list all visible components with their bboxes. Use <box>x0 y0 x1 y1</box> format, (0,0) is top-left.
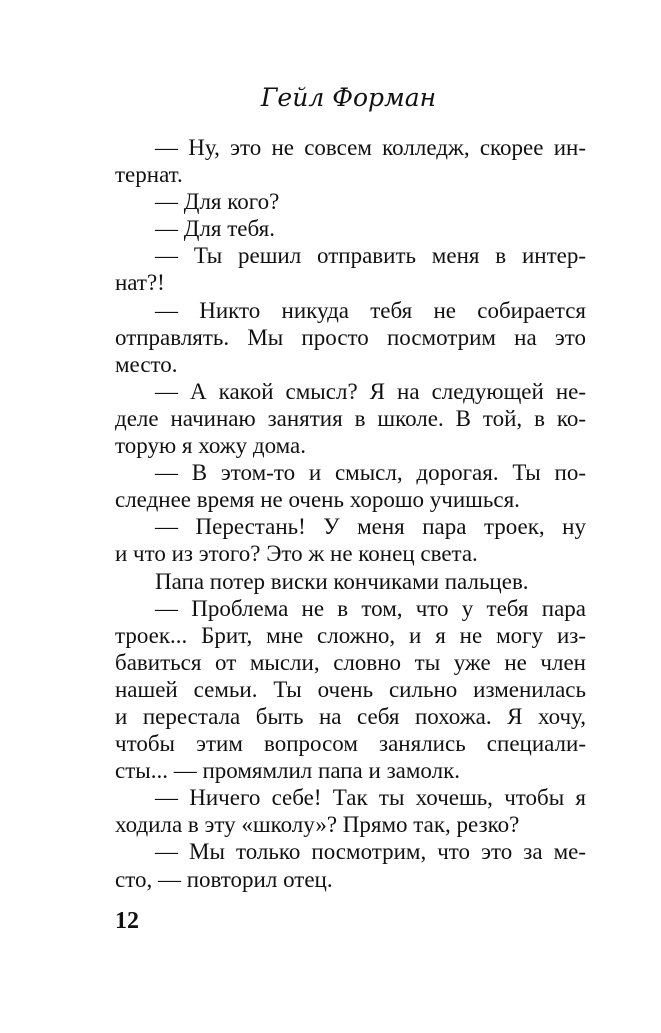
text-line: — Мы только посмотрим, что это за ме- <box>155 839 586 865</box>
text-line: торую я хожу дома. <box>115 433 307 459</box>
running-header <box>0 82 661 114</box>
text-line: троек... Брит, мне сложно, и я не могу из- <box>115 622 586 648</box>
text-line: — Для кого? <box>155 189 280 215</box>
text-line: Папа потер виски кончиками пальцев. <box>155 568 529 594</box>
author-name: Гейл Форман <box>260 83 437 112</box>
text-line: — Перестань! У меня пара троек, ну <box>155 514 586 540</box>
text-line: тернат. <box>115 162 183 188</box>
text-line: — Ты решил отправить меня в интер- <box>155 243 586 269</box>
text-line: — В этом-то и смысл, дорогая. Ты по- <box>155 460 586 486</box>
text-line: ходила в эту «школу»? Прямо так, резко? <box>115 812 520 838</box>
text-line: место. <box>115 351 178 377</box>
text-line: нат?! <box>115 270 165 296</box>
text-line: — А какой смысл? Я на следующей не- <box>155 378 586 404</box>
text-line: и перестала быть на себя похожа. Я хочу, <box>115 703 586 729</box>
text-line: следнее время не очень хорошо учишься. <box>115 487 520 513</box>
text-line: деле начинаю занятия в школе. В той, в ко- <box>115 405 586 431</box>
text-line: сто, — повторил отец. <box>115 866 333 892</box>
text-line: бавиться от мысли, словно ты уже не член <box>115 649 586 675</box>
text-line: нашей семьи. Ты очень сильно изменилась <box>115 676 586 702</box>
text-line: — Ну, это не совсем колледж, скорее ин- <box>155 135 586 160</box>
body-text <box>115 134 586 893</box>
text-line: — Никто никуда тебя не собирается <box>155 297 586 323</box>
text-line: и что из этого? Это ж не конец света. <box>115 541 478 567</box>
text-line: чтобы этим вопросом занялись специали- <box>115 731 586 757</box>
text-line: — Для тебя. <box>155 216 275 242</box>
text-line: отправлять. Мы просто посмотрим на это <box>115 324 586 350</box>
text-line: — Ничего себе! Так ты хочешь, чтобы я <box>155 785 586 811</box>
text-line: сты... — промямлил папа и замолк. <box>115 758 461 784</box>
page-number: 12 <box>115 908 139 934</box>
text-line: — Проблема не в том, что у тебя пара <box>155 595 586 621</box>
